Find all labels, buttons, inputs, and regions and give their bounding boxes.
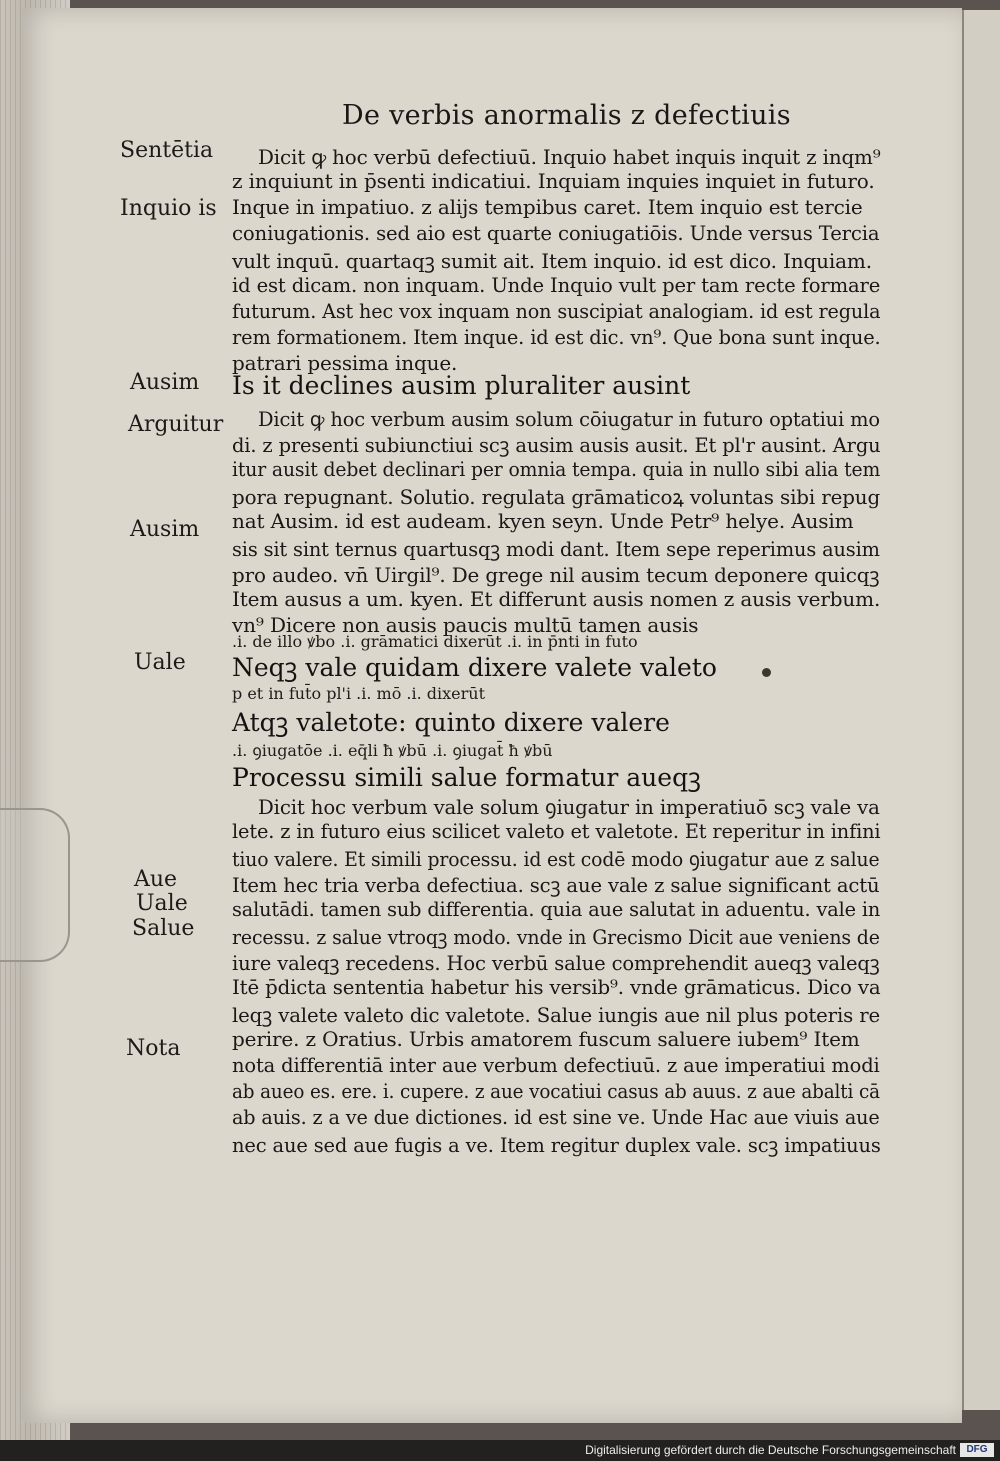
interlinear-gloss: p et in fut̄o pl'i .i. mō .i. dixerūt <box>232 684 486 703</box>
text-line: id est dicam. non inquam. Unde Inquio vult per tam recte formare <box>232 273 881 297</box>
text-line: nota differentiā inter aue verbum defectiuū. z aue imperatiui modi <box>232 1053 880 1077</box>
text-line: recessu. z salue vtroqꝫ modo. vnde in Grecismo Dicit aue veniens de <box>232 925 880 949</box>
text-line: salutādi. tamen sub differentia. quia aue salutat in aduentu. vale in <box>232 897 881 921</box>
margin-note: Aue <box>134 867 178 892</box>
margin-note: Uale <box>134 650 186 675</box>
text-line: Dicit ꝙ hoc verbum ausim solum cōiugatur in futuro optatiui mo <box>258 407 880 431</box>
dfg-logo: DFG <box>960 1443 994 1457</box>
text-line: nat Ausim. id est audeam. kyen seyn. Unde Petr⁹ helye. Ausim <box>232 509 854 533</box>
text-line: Item hec tria verba defectiua. scꝫ aue vale z salue significant actū <box>232 873 880 897</box>
text-line: pro audeo. vn̄ Uirgil⁹. De grege nil ausim tecum deponere quicqꝫ <box>232 563 880 587</box>
text-line: iure valeqꝫ recedens. Hoc verbū salue comprehendit aueqꝫ valeqꝫ <box>232 951 880 975</box>
text-line: lete. z in futuro eius scilicet valeto et valetote. Et reperitur in infini <box>232 819 881 843</box>
text-line: leqꝫ valete valeto dic valetote. Salue iungis aue nil plus poteris re <box>232 1003 881 1027</box>
text-line: Inque in impatiuo. z alijs tempibus caret. Item inquio est tercie <box>232 195 863 219</box>
text-line: z inquiunt in p̄senti indicatiui. Inquiam inquies inquiet in futuro. <box>232 169 875 193</box>
text-line: itur ausit debet declinari per omnia tempa. quia in nullo sibi alia tem <box>232 457 881 481</box>
text-line: Item ausus a um. kyen. Et differunt ausis nomen z ausis verbum. <box>232 587 881 611</box>
text-line: ab auis. z a ve due dictiones. id est sine ve. Unde Hac aue viuis aue <box>232 1105 880 1129</box>
margin-note: Nota <box>126 1036 181 1061</box>
text-line: perire. z Oratius. Urbis amatorem fuscum saluere iubem⁹ Item <box>232 1027 860 1051</box>
text-line: rem formationem. Item inque. id est dic. vn⁹. Que bona sunt inque. <box>232 325 881 349</box>
text-line: vult inquū. quartaqꝫ sumit ait. Item inquio. id est dico. Inquiam. <box>232 249 872 273</box>
interlinear-gloss: .i. ꝯiugatōe .i. eq̄li ħ ꝟbū .i. ꝯiugat̄ ħ ꝟbū <box>232 741 553 760</box>
verse-line: Is it declines ausim pluraliter ausint <box>232 371 691 400</box>
verse-line: Atqꝫ valetote: quinto dixere valere <box>232 708 670 737</box>
footer-bar <box>0 1440 1000 1461</box>
text-line: sis sit sint ternus quartusqꝫ modi dant. Item sepe reperimus ausim <box>232 537 880 561</box>
text-line: tiuo valere. Et simili processu. id est codē modo ꝯiugatur aue z salue <box>232 847 880 871</box>
interlinear-gloss: .i. de illo ꝟbo .i. grāmatici dixerūt .i. in p̄nti in fut̄o <box>232 632 638 651</box>
text-line: futurum. Ast hec vox inquam non suscipiat analogiam. id est regula <box>232 299 881 323</box>
ink-blot <box>762 668 771 677</box>
margin-note: Uale <box>136 891 188 916</box>
text-line: di. z presenti subiunctiui scꝫ ausim ausis ausit. Et pl'r ausint. Argu <box>232 433 881 457</box>
page-heading: De verbis anormalis z defectiuis <box>342 100 791 131</box>
page-clip <box>0 808 70 962</box>
margin-note: Arguitur <box>128 412 224 437</box>
text-line: patrari pessima inque. <box>232 351 458 375</box>
text-line: pora repugnant. Solutio. regulata grāmaticoꝝ voluntas sibi repug <box>232 485 881 509</box>
text-line: Itē p̄dicta sententia habetur his versib⁹. vnde grāmaticus. Dico va <box>232 975 881 999</box>
text-line: Dicit ꝙ hoc verbū defectiuū. Inquio habet inquis inquit z inqm⁹ <box>258 145 881 169</box>
text-line: ab aueo es. ere. i. cupere. z aue vocatiui casus ab auus. z aue abalti cā <box>232 1079 880 1103</box>
text-line: coniugationis. sed aio est quarte coniugatiōis. Unde versus Tercia <box>232 221 880 245</box>
facing-page-edge <box>962 10 1000 1410</box>
margin-note: Sentētia <box>120 138 214 163</box>
margin-note: Inquio is <box>120 196 217 221</box>
verse-line: Neqꝫ vale quidam dixere valete valeto <box>232 653 717 682</box>
text-line: Dicit hoc verbum vale solum ꝯiugatur in imperatiuō scꝫ vale va <box>258 795 880 819</box>
margin-note: Ausim <box>130 517 200 542</box>
verse-line: Processu simili salue formatur aueqꝫ <box>232 763 701 792</box>
margin-note: Ausim <box>130 370 200 395</box>
margin-note: Salue <box>132 916 195 941</box>
text-line: vn⁹ Dicere non ausis paucis multū tamen ausis <box>232 613 699 637</box>
text-line: nec aue sed aue fugis a ve. Item regitur duplex vale. scꝫ impatiuus <box>232 1133 881 1157</box>
funding-notice: Digitalisierung gefördert durch die Deutsche Forschungsgemeinschaft <box>585 1443 956 1457</box>
